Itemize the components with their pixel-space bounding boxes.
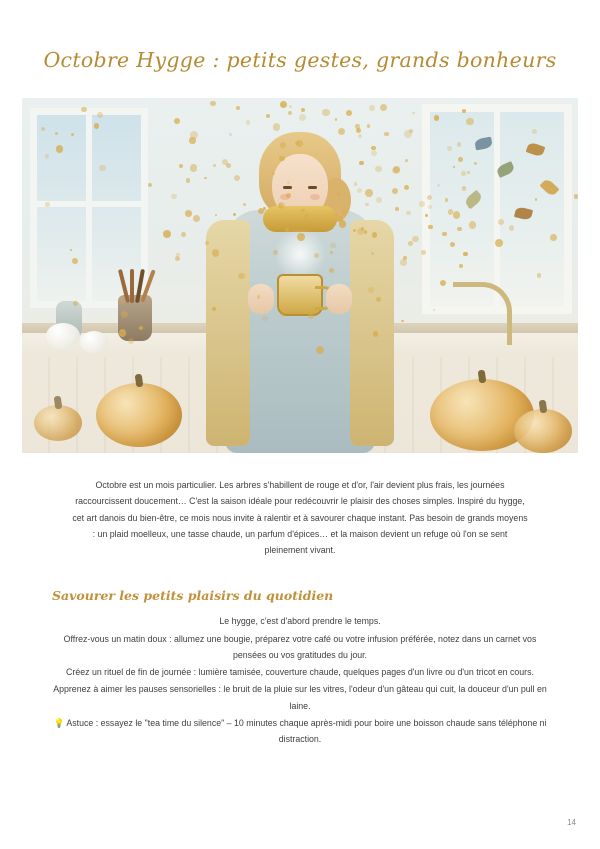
cardigan-right xyxy=(350,220,394,446)
tip-highlight xyxy=(46,715,554,748)
mug-icon xyxy=(277,274,323,316)
hand-right xyxy=(326,284,352,314)
tip-item: Créez un rituel de fin de journée : lumière tamisée, couverture chaude, quelques pages d'un livre ou d'un tricot en cours. xyxy=(66,667,534,678)
faucet-icon xyxy=(453,282,512,345)
white-gourd xyxy=(80,331,108,353)
cardigan-left xyxy=(206,220,250,446)
tip-item: Le hygge, c'est d'abord prendre le temps. xyxy=(219,616,381,627)
tips-list xyxy=(46,613,554,747)
lightbulb-icon: 💡 xyxy=(53,717,65,728)
window-right xyxy=(422,104,572,314)
cheek xyxy=(310,194,320,200)
woman-figure xyxy=(210,132,390,453)
wooden-utensils xyxy=(120,267,152,303)
tip-item: Offrez-vous un matin doux : allumez une bougie, préparez votre café ou votre infusion préférée, notez dans un carnet vos pensées ou vos gratitudes du jour. xyxy=(63,633,537,660)
intro-paragraph: Octobre est un mois particulier. Les arbres s'habillent de rouge et d'or, l'air devient plus frais, les journées raccourcissent doucement… C'est la saison idéale pour redécouvrir le plaisir des choses simples. Inspiré du hygge, cet art danois du bien-être, ce mois nous invite à ralentir et à savourer chaque instant. Pas besoin de grands moyens : un plaid moelleux, une tasse chaude, un parfum d'épices… et la maison devient un refuge où l'on se sent pleinement vivant. xyxy=(72,480,528,556)
tip-item: Apprenez à aimer les pauses sensorielles : le bruit de la pluie sur les vitres, l'odeur d'un gâteau qui cuit, la douceur d'un pull en laine. xyxy=(53,684,547,711)
hero-illustration xyxy=(22,98,578,453)
eye xyxy=(308,186,317,189)
pumpkin xyxy=(96,383,182,447)
cheek xyxy=(280,194,290,200)
eye xyxy=(283,186,292,189)
section-heading: Savourer les petits plaisirs du quotidien xyxy=(52,588,334,604)
page-number: 14 xyxy=(567,818,576,827)
pumpkin xyxy=(34,405,82,441)
white-gourd xyxy=(46,323,80,349)
pumpkin xyxy=(514,409,572,453)
tip-highlight-text: Astuce : essayez le "tea time du silence" – 10 minutes chaque après-midi pour boire une boisson chaude sans téléphone ni distraction. xyxy=(66,717,547,745)
page-title: Octobre Hygge : petits gestes, grands bonheurs xyxy=(43,48,557,72)
steam xyxy=(274,228,326,280)
hand-left xyxy=(248,284,274,314)
